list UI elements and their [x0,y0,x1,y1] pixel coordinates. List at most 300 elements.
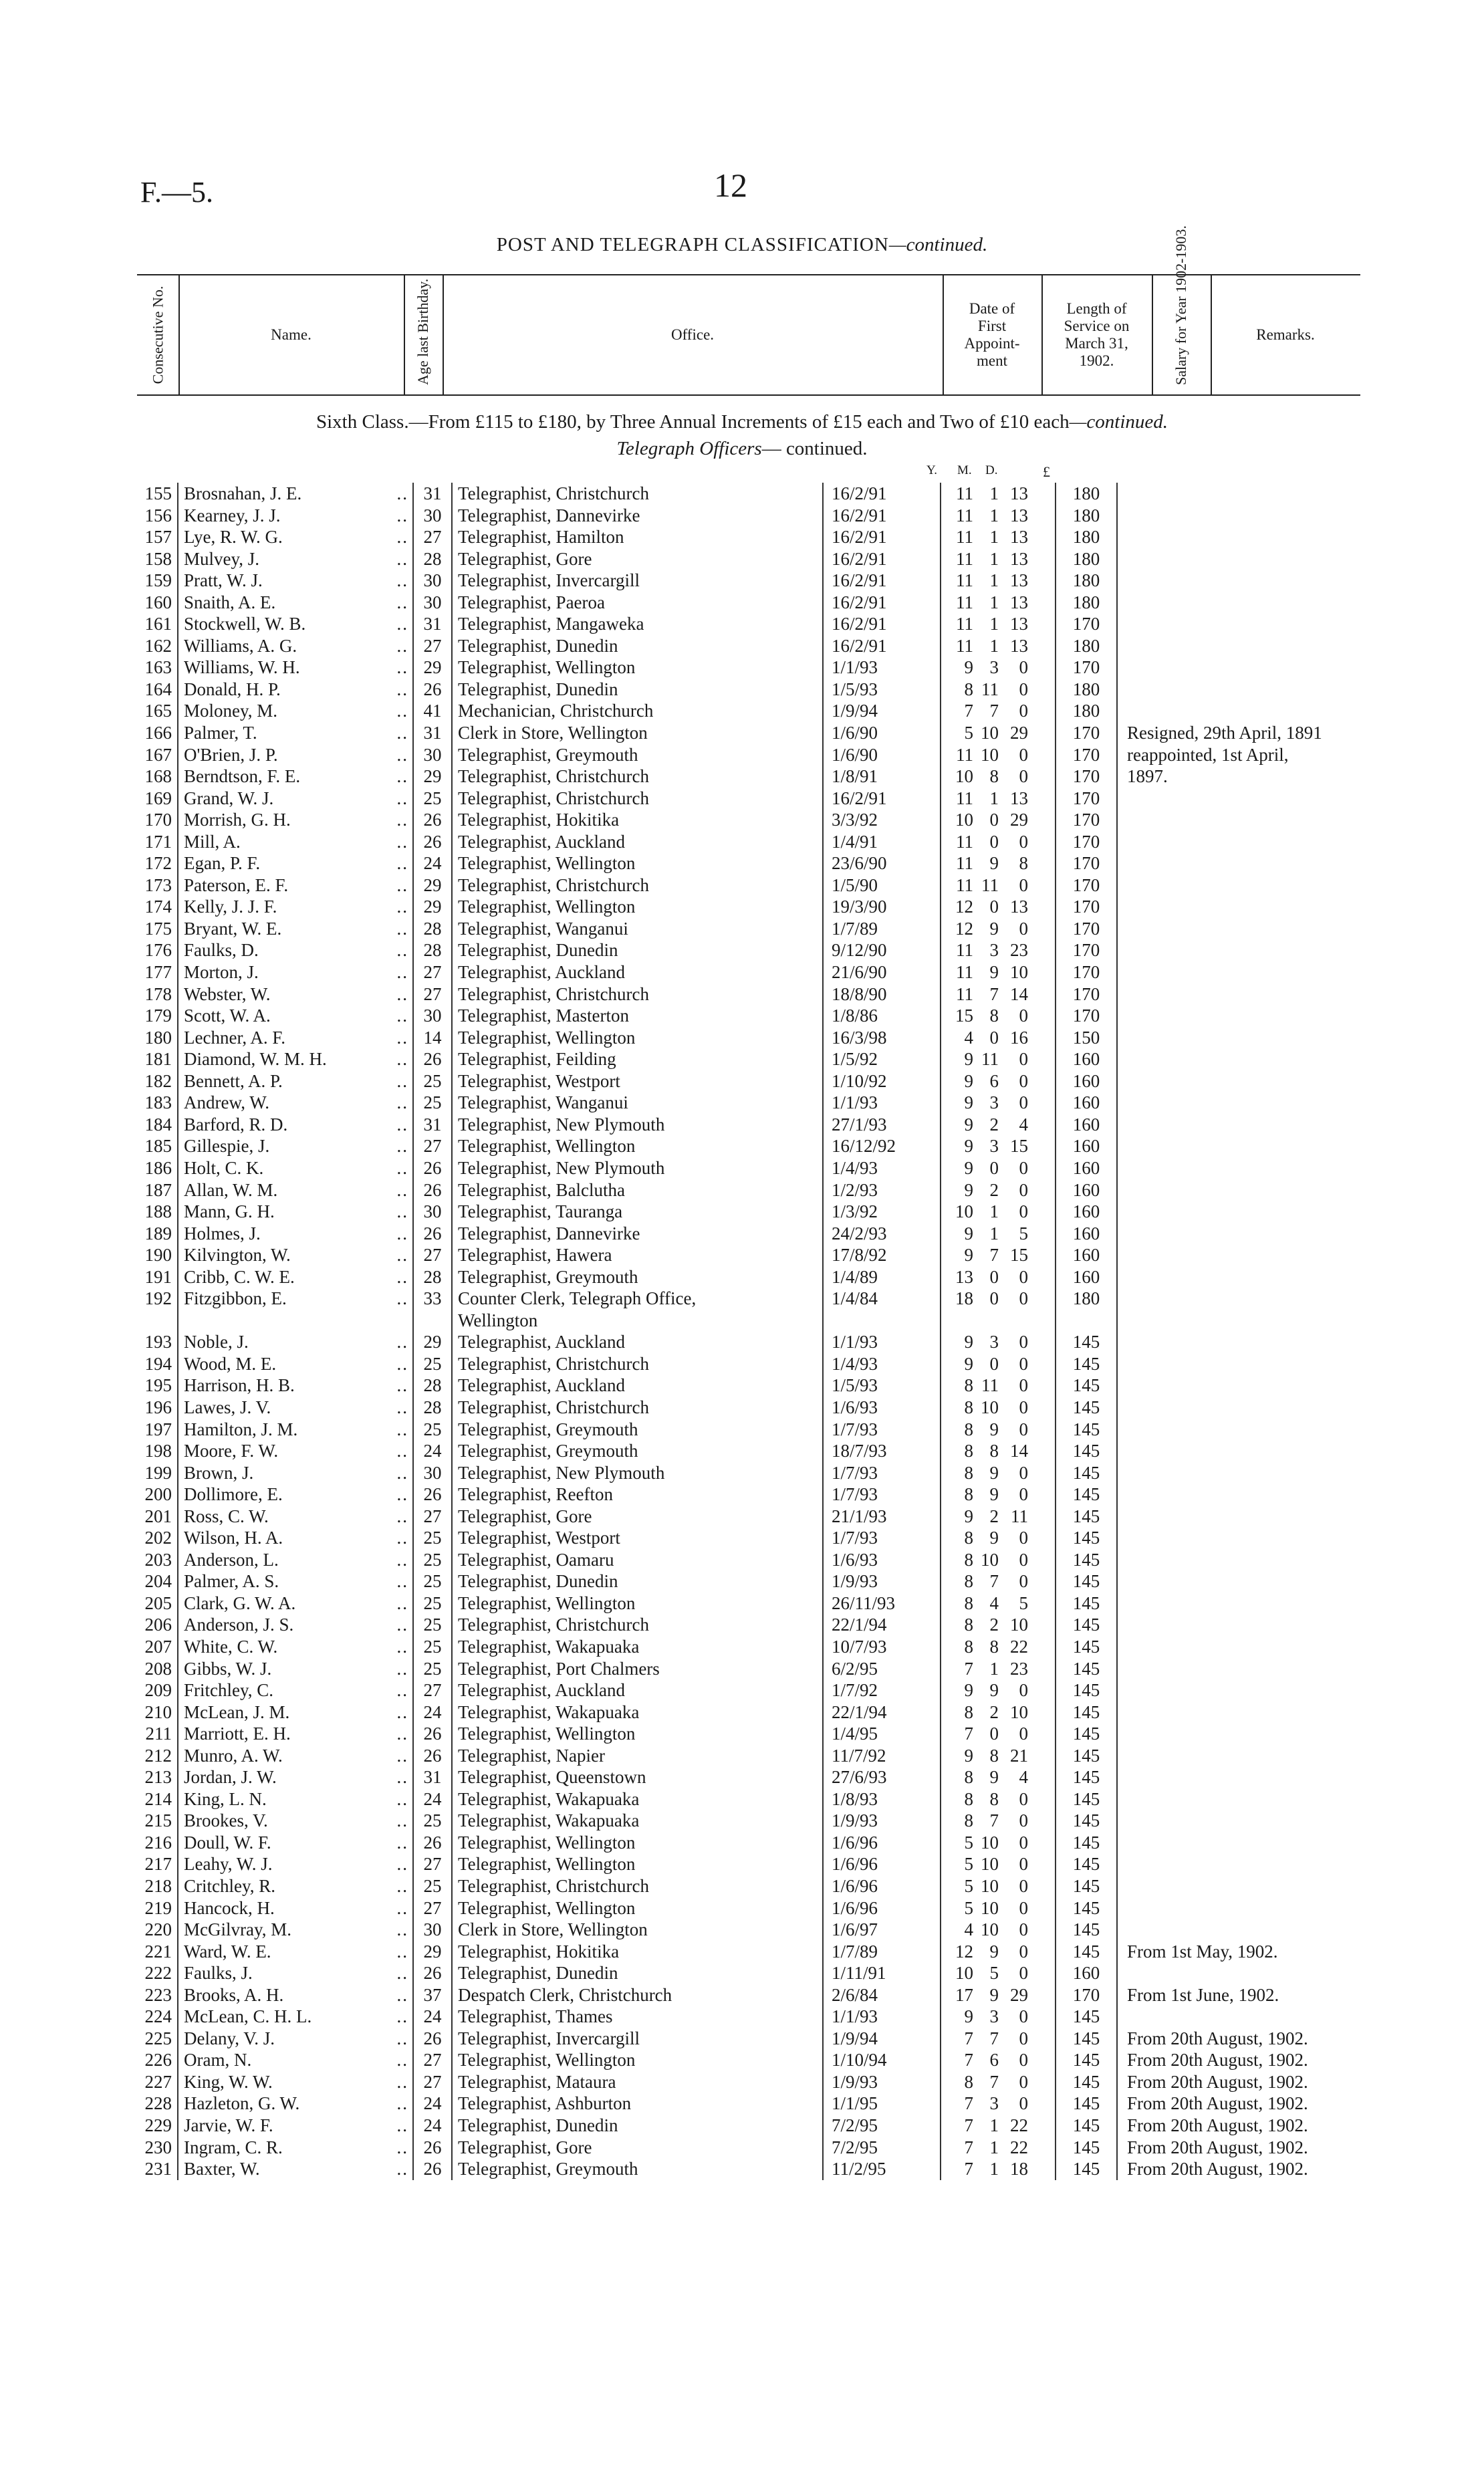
cell-date: 17/8/92 [823,1244,941,1266]
cell-salary: 180 [1056,700,1117,722]
cell-age: 25 [413,1875,452,1897]
cell-date: 1/6/93 [823,1397,941,1419]
cell-name [178,1701,413,1724]
length-values [941,570,1055,591]
cell-salary: 145 [1056,2115,1117,2137]
cell-remarks [1117,1114,1401,1136]
class-heading-text: Sixth Class.—From £115 to £180, by Three Annual Increments of £15 each and Two of £10 each [316,411,1070,433]
cell-length [941,2093,1056,2115]
cell-number: 211 [145,1724,172,1744]
name-text: Gibbs, W. J. [184,1658,272,1679]
length-days: 0 [1019,918,1028,939]
cell-remarks [1117,505,1401,527]
name-text: Harrison, H. B. [184,1375,295,1396]
leader-dots: .. [396,1049,408,1070]
cell-age: 30 [413,1462,452,1484]
table-row [120,1223,1401,1245]
cell-number: 186 [144,1157,172,1178]
length-years: 11 [956,614,973,634]
length-years: 8 [964,2071,973,2092]
cell-length [941,1179,1056,1201]
cell-age: 24 [413,2093,452,2115]
leader-dots: .. [396,2006,408,2027]
sub-heading [0,438,1484,460]
cell-remarks [1117,1157,1401,1179]
length-days: 0 [1019,1201,1028,1222]
length-months: 1 [989,2137,999,2157]
name-text: Brown, J. [184,1462,254,1483]
leader-dots: .. [396,1941,408,1962]
cell-number: 205 [144,1592,172,1613]
cell-name [178,613,413,635]
col-remarks: Remarks. [1256,326,1315,343]
cell-date: 16/2/91 [823,526,941,548]
name-text: Fitzgibbon, E. [184,1288,287,1309]
length-years: 7 [964,2093,973,2114]
leader-dots: .. [396,766,408,787]
length-months: 10 [981,1854,999,1875]
table-row [120,1092,1401,1114]
cell-office: Telegraphist, Hokitika [452,1941,823,1963]
cell-date: 1/3/92 [823,1201,941,1223]
cell-number: 172 [144,853,172,874]
name-text: Berndtson, F. E. [184,766,301,787]
cell-salary: 170 [1056,744,1117,766]
cell-remarks: From 1st May, 1902. [1117,1941,1401,1963]
unit-pound: £ [1043,463,1050,480]
cell-length [941,1135,1056,1157]
length-days: 13 [1010,570,1028,591]
name-text: Holmes, J. [184,1223,261,1244]
length-values [941,1440,1055,1461]
length-days: 13 [1010,548,1028,569]
cell-length [941,1919,1056,1941]
cell-remarks [1117,1527,1401,1549]
cell-number: 157 [144,527,172,548]
name-text: Lechner, A. F. [184,1027,285,1048]
cell-name [178,1592,413,1615]
leader-dots: .. [396,1419,408,1439]
length-months: 3 [989,2006,999,2027]
leader-dots: .. [396,2159,408,2179]
cell-date: 1/6/96 [823,1832,941,1854]
leader-dots: .. [396,592,408,612]
length-months: 1 [989,570,999,591]
cell-name [178,1179,413,1201]
length-days: 22 [1010,2115,1028,2136]
length-years: 5 [964,1897,973,1918]
cell-length [941,1788,1056,1810]
table-row [120,1375,1401,1397]
cell-office: Telegraphist, Hawera [452,1244,823,1266]
cell-remarks [1117,1679,1401,1701]
table-row [120,1266,1401,1288]
cell-length [941,1701,1056,1724]
cell-age: 14 [413,1027,452,1049]
cell-age: 26 [413,1048,452,1070]
table-row [120,1114,1401,1136]
cell-length [941,1832,1056,1854]
name-text: Allan, W. M. [184,1179,278,1200]
cell-age: 27 [413,1135,452,1157]
cell-length [941,1092,1056,1114]
cell-length [941,1658,1056,1680]
length-days: 5 [1019,1592,1028,1613]
name-text: Brooks, A. H. [184,1984,284,2005]
length-values [941,2158,1055,2179]
cell-remarks [1117,570,1401,592]
length-years: 7 [964,701,973,721]
name-text: Brosnahan, J. E. [184,483,302,503]
cell-date: 16/2/91 [823,788,941,810]
table-row [120,2137,1401,2159]
length-values [941,1266,1055,1288]
length-values [941,2028,1055,2049]
cell-age: 26 [413,1484,452,1506]
cell-length [941,1027,1056,1049]
name-text: Lye, R. W. G. [184,527,283,548]
cell-date: 1/9/94 [823,700,941,722]
length-months: 7 [989,2028,999,2048]
cell-office: Telegraphist, Dannevirke [452,505,823,527]
cell-length [941,657,1056,679]
length-values [941,1527,1055,1548]
length-days: 0 [1019,1854,1028,1875]
length-years: 9 [964,1245,973,1266]
leader-dots: .. [396,2115,408,2136]
length-months: 2 [989,1701,999,1722]
length-months: 1 [989,1223,999,1244]
cell-number: 187 [144,1179,172,1200]
cell-name [178,1766,413,1788]
cell-office: Telegraphist, Wakapuaka [452,1810,823,1832]
cell-office: Telegraphist, Auckland [452,1331,823,1353]
length-months: 3 [989,1332,999,1352]
length-months: 8 [989,1441,999,1461]
cell-remarks [1117,1919,1401,1941]
leader-dots: .. [396,1288,408,1309]
length-values [941,1092,1055,1113]
leader-dots: .. [396,1615,408,1635]
table-row [120,1070,1401,1092]
cell-date: 26/11/93 [823,1592,941,1615]
cell-length [941,1419,1056,1441]
cell-salary: 170 [1056,896,1117,918]
cell-date: 27/6/93 [823,1766,941,1788]
length-days: 13 [1010,592,1028,612]
sub-heading-continued: — continued. [761,438,868,459]
cell-number: 203 [144,1549,172,1570]
leader-dots: .. [396,2071,408,2092]
table-row [120,548,1401,570]
cell-date: 1/6/96 [823,1875,941,1897]
cell-remarks [1117,1897,1401,1919]
cell-number: 193 [144,1332,172,1352]
length-values [941,874,1055,896]
length-days: 0 [1019,657,1028,678]
cell-length [941,2006,1056,2028]
table-row [120,1201,1401,1223]
length-days: 0 [1019,1375,1028,1396]
cell-date: 1/7/93 [823,1527,941,1549]
cell-name [178,1440,413,1462]
length-months: 8 [989,1788,999,1809]
table-row [120,961,1401,983]
length-years: 11 [956,788,973,808]
cell-date: 1/6/97 [823,1919,941,1941]
cell-name [178,1375,413,1397]
length-years: 7 [964,2028,973,2048]
cell-name [178,1397,413,1419]
length-months: 0 [989,1157,999,1178]
cell-number: 215 [144,1810,172,1831]
cell-remarks [1117,1810,1401,1832]
length-months: 8 [989,766,999,787]
cell-age: 30 [413,592,452,614]
cell-office: Telegraphist, Wellington [452,1027,823,1049]
cell-remarks [1117,1201,1401,1223]
name-text: Clark, G. W. A. [184,1592,296,1613]
cell-salary: 160 [1056,1070,1117,1092]
length-months: 6 [989,1070,999,1091]
name-text: Pratt, W. J. [184,570,263,591]
cell-remarks [1117,961,1401,983]
cell-length [941,1114,1056,1136]
length-values [941,1288,1055,1309]
cell-length [941,2137,1056,2159]
leader-dots: .. [396,1963,408,1984]
length-months: 2 [989,1114,999,1135]
cell-age: 31 [413,1114,452,1136]
cell-age: 31 [413,1766,452,1788]
length-days: 15 [1010,1136,1028,1157]
cell-salary [1056,1310,1117,1332]
cell-salary: 160 [1056,1157,1117,1179]
length-values [941,1897,1055,1919]
cell-length [941,722,1056,744]
cell-remarks [1117,1375,1401,1397]
cell-date: 18/7/93 [823,1440,941,1462]
length-days: 0 [1019,1005,1028,1026]
cell-office: Telegraphist, Greymouth [452,744,823,766]
table-row [120,1353,1401,1375]
length-days: 0 [1019,1397,1028,1417]
length-values [941,2071,1055,2093]
cell-office: Telegraphist, Wellington [452,1897,823,1919]
cell-name [178,1419,413,1441]
leader-dots: .. [396,2028,408,2048]
leader-dots: .. [396,1157,408,1178]
table-row [120,1157,1401,1179]
cell-number: 222 [144,1963,172,1984]
table-row [120,1570,1401,1592]
cell-office: Telegraphist, Dunedin [452,2115,823,2137]
name-text: Bryant, W. E. [184,918,282,939]
length-days: 0 [1019,1179,1028,1200]
leader-dots: .. [396,701,408,721]
name-text: Scott, W. A. [184,1005,271,1026]
cell-date: 1/5/92 [823,1048,941,1070]
cell-number: 185 [144,1136,172,1157]
cell-remarks: From 20th August, 1902. [1117,2158,1401,2180]
name-text: Palmer, T. [184,723,257,743]
length-years: 11 [956,635,973,656]
cell-name [178,635,413,657]
cell-name [178,1614,413,1636]
cell-age: 25 [413,1549,452,1571]
unit-months: M. [957,463,972,477]
table-row [120,765,1401,788]
length-days: 0 [1019,744,1028,765]
cell-number: 206 [144,1615,172,1635]
cell-age: 28 [413,1375,452,1397]
length-months: 7 [989,2071,999,2092]
cell-date: 1/4/91 [823,831,941,853]
length-values [941,1701,1055,1723]
cell-office: Telegraphist, New Plymouth [452,1462,823,1484]
length-values [941,765,1055,787]
cell-number: 212 [144,1745,172,1766]
length-years: 13 [955,1266,973,1287]
length-years: 11 [956,831,973,852]
cell-salary: 145 [1056,1897,1117,1919]
cell-name [178,1288,413,1310]
length-years: 8 [964,1484,973,1505]
cell-age: 25 [413,1070,452,1092]
cell-name [178,1679,413,1701]
cell-name [178,1527,413,1549]
cell-date: 1/9/94 [823,2028,941,2050]
cell-salary: 160 [1056,1962,1117,1984]
cell-date: 1/8/93 [823,1788,941,1810]
length-values [941,592,1055,613]
cell-remarks: From 1st June, 1902. [1117,1984,1401,2006]
table-row [120,1679,1401,1701]
length-months: 1 [989,2115,999,2136]
cell-remarks [1117,1462,1401,1484]
table-row [120,570,1401,592]
cell-length [941,2158,1056,2180]
cell-salary: 180 [1056,548,1117,570]
name-text: Faulks, D. [184,940,259,961]
cell-remarks [1117,1570,1401,1592]
cell-length [941,1766,1056,1788]
cell-length [941,831,1056,853]
cell-number: 181 [144,1049,172,1070]
cell-office: Telegraphist, Hokitika [452,809,823,831]
length-days: 5 [1019,1223,1028,1244]
length-years: 5 [964,1876,973,1896]
cell-remarks [1117,1070,1401,1092]
length-years: 10 [955,1201,973,1222]
cell-number: 160 [144,592,172,612]
length-days: 0 [1019,831,1028,852]
cell-number: 225 [144,2028,172,2048]
cell-length [941,1549,1056,1571]
cell-number: 207 [144,1636,172,1657]
length-days: 0 [1019,1092,1028,1113]
leader-dots: .. [396,679,408,699]
cell-date: 1/6/96 [823,1897,941,1919]
name-text: Grand, W. J. [184,788,274,808]
length-days: 0 [1019,1788,1028,1809]
cell-date: 9/12/90 [823,939,941,961]
name-text: Moloney, M. [184,701,277,721]
cell-number: 177 [144,962,172,983]
length-days: 0 [1019,1288,1028,1309]
name-text: Diamond, W. M. H. [184,1049,327,1070]
cell-remarks [1117,983,1401,1005]
cell-name [178,2049,413,2071]
cell-salary: 145 [1056,1701,1117,1724]
cell-number: 183 [144,1092,172,1113]
length-days: 0 [1019,1680,1028,1701]
length-days: 23 [1010,1658,1028,1679]
cell-office: Telegraphist, Dunedin [452,1570,823,1592]
cell-salary: 145 [1056,1658,1117,1680]
table-row [120,722,1401,744]
cell-number: 228 [144,2093,172,2114]
length-days: 0 [1019,1919,1028,1940]
cell-salary: 170 [1056,613,1117,635]
length-years: 9 [964,1114,973,1135]
cell-number: 214 [144,1788,172,1809]
cell-office: Telegraphist, Dannevirke [452,1223,823,1245]
cell-office: Telegraphist, Wellington [452,896,823,918]
page-title [0,234,1484,256]
length-days: 0 [1019,1963,1028,1984]
leader-dots: .. [396,1201,408,1222]
name-text: Stockwell, W. B. [184,614,306,634]
cell-date: 24/2/93 [823,1223,941,1245]
cell-number: 176 [144,940,172,961]
length-days: 10 [1010,962,1028,983]
title-continued: —continued. [888,234,988,255]
length-months: 0 [989,1266,999,1287]
cell-remarks [1117,1592,1401,1615]
cell-age: 25 [413,1353,452,1375]
table-row [120,505,1401,527]
cell-number: 159 [144,570,172,591]
cell-length [941,852,1056,874]
leader-dots: .. [396,1528,408,1548]
cell-number: 231 [144,2159,172,2179]
cell-office: Telegraphist, Oamaru [452,1549,823,1571]
table-row [120,2071,1401,2093]
cell-salary: 145 [1056,1397,1117,1419]
length-values [941,1853,1055,1875]
cell-length [941,1397,1056,1419]
cell-salary: 170 [1056,657,1117,679]
class-heading [0,411,1484,433]
cell-length [941,1462,1056,1484]
cell-salary: 145 [1056,1592,1117,1615]
cell-remarks [1117,1288,1401,1310]
cell-remarks [1117,939,1401,961]
cell-age: 26 [413,809,452,831]
cell-number: 168 [144,766,172,787]
cell-length [941,1440,1056,1462]
cell-salary: 145 [1056,1614,1117,1636]
table-row [120,2049,1401,2071]
leader-dots: .. [396,657,408,678]
length-values [941,1962,1055,1984]
cell-remarks: From 20th August, 1902. [1117,2137,1401,2159]
cell-age: 25 [413,1810,452,1832]
length-years: 8 [964,1549,973,1570]
series-code: F.—5. [140,176,213,209]
cell-name [178,1962,413,1984]
